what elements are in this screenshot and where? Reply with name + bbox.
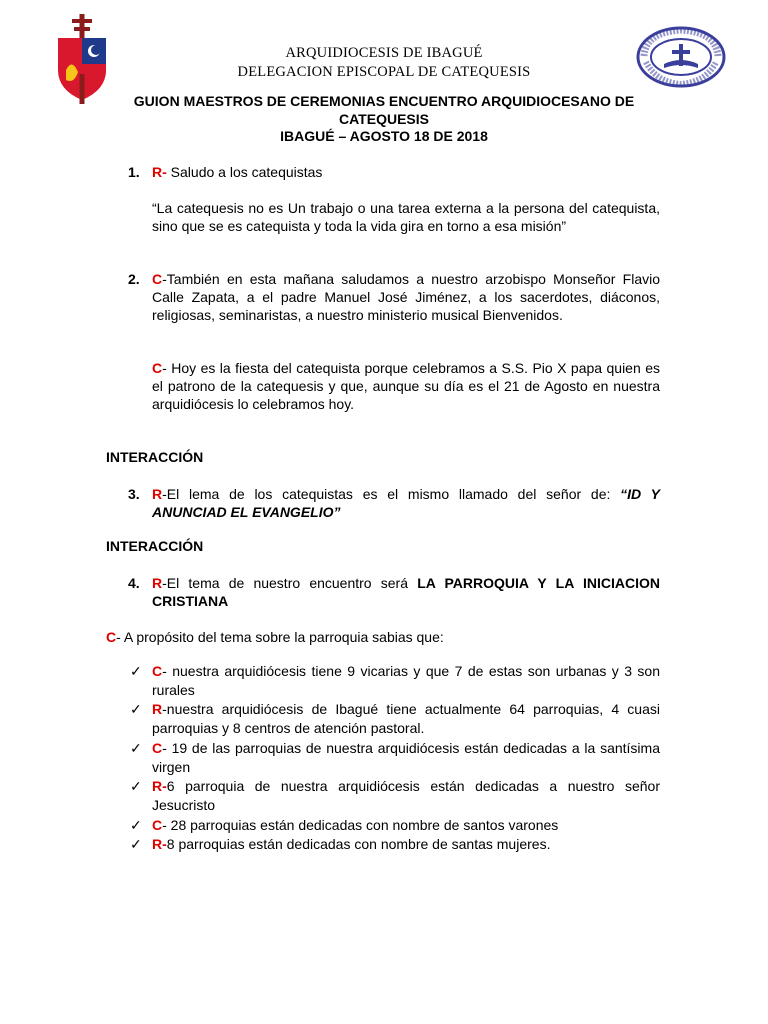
fact-bullet [152,700,660,738]
bullet-text: -nuestra arquidiócesis de Ibagué tiene actualmente 64 parroquias, 4 cuasi parroquias y 8 centros de atención pastoral. [152,701,660,736]
fact-bullet [152,662,660,700]
checkmark-icon: ✓ [130,778,142,794]
speaker-marker: C [152,740,163,756]
bullet-text: - 28 parroquias están dedicadas con nombre de santos varones [162,817,559,833]
item-text: -También en esta mañana saludamos a nuestro arzobispo Monseñor Flavio Calle Zapata, a el padre Manuel José Jiménez, a los sacerdotes, diáconos, religiosas, seminaristas, a nuestro ministerio musical Bienvenidos. [152,271,660,323]
organization-name: ARQUIDIOCESIS DE IBAGUÉ [285,45,483,61]
speaker-marker: R [152,486,163,502]
item-number: 1. [128,164,140,180]
speaker-marker: C [152,663,163,679]
theme-text: LA PARROQUIA Y LA INICIACION CRISTIANA [152,575,661,609]
item-1 [152,163,660,181]
bullet-text: - 19 de las parroquias de nuestra arquidiócesis están dedicadas a la santísima virgen [152,740,660,775]
speaker-marker: R [152,575,163,591]
item-text: Saludo a los catequistas [166,164,323,180]
item-text: - Hoy es la fiesta del catequista porque celebramos a S.S. Pio X papa quien es el patrono de la catequesis y que, aunque su día es el 21 de Agosto en nuestra arquidiócesis lo celebramos hoy. [152,360,660,412]
checkmark-icon: ✓ [130,740,142,756]
speaker-marker: R [152,701,163,717]
speaker-marker: R- [152,164,167,180]
item-2-continued [152,359,660,413]
archdiocese-coat-of-arms-icon [52,14,112,106]
document-title-line2: CATEQUESIS [339,111,429,127]
item-3 [152,485,660,521]
item-text: -El lema de los catequistas es el mismo llamado del señor de: [162,486,621,502]
document-title-line1: GUION MAESTROS DE CEREMONIAS ENCUENTRO ARQUIDIOCESANO DE [133,93,635,109]
document-date: IBAGUÉ – AGOSTO 18 DE 2018 [280,128,488,144]
item-number: 4. [128,575,140,591]
speaker-marker: R- [152,836,167,852]
fact-bullet [152,739,660,777]
speaker-marker: C [106,629,117,645]
document-title [106,92,662,128]
checkmark-icon: ✓ [130,663,142,679]
intro-text: - A propósito del tema sobre la parroquia sabias que: [116,629,444,645]
facts-intro [106,628,666,646]
section-heading: INTERACCIÓN [106,449,204,465]
speaker-marker: C [152,817,163,833]
fact-bullet [152,777,660,815]
fact-bullet [152,816,660,835]
speaker-marker: C [152,360,163,376]
bullet-text: - nuestra arquidiócesis tiene 9 vicarias y que 7 de estas son urbanas y 3 son rurales [152,663,660,698]
speaker-marker: R- [152,778,167,794]
item-text: -El tema de nuestro encuentro será [162,575,418,591]
speaker-marker: C [152,271,163,287]
item-4 [152,574,660,610]
catechesis-seal-icon [636,26,726,88]
catechesis-quote: “La catequesis no es Un trabajo o una tarea externa a la persona del catequista, sino que se es catequista y toda la vida gira en torno a esa misión” [152,200,660,234]
checkmark-icon: ✓ [130,817,142,833]
checkmark-icon: ✓ [130,701,142,717]
item-number: 2. [128,271,140,287]
motto-text: “ID Y ANUNCIAD EL EVANGELIO” [152,486,660,520]
item-2 [152,270,660,324]
organization-department: DELEGACION EPISCOPAL DE CATEQUESIS [237,64,531,80]
bullet-text: 8 parroquias están dedicadas con nombre de santas mujeres. [166,836,551,852]
checkmark-icon: ✓ [130,836,142,852]
section-heading: INTERACCIÓN [106,538,204,554]
item-number: 3. [128,486,140,502]
fact-bullet [152,835,660,854]
bullet-text: 6 parroquia de nuestra arquidiócesis están dedicadas a nuestro señor Jesucristo [152,778,660,813]
